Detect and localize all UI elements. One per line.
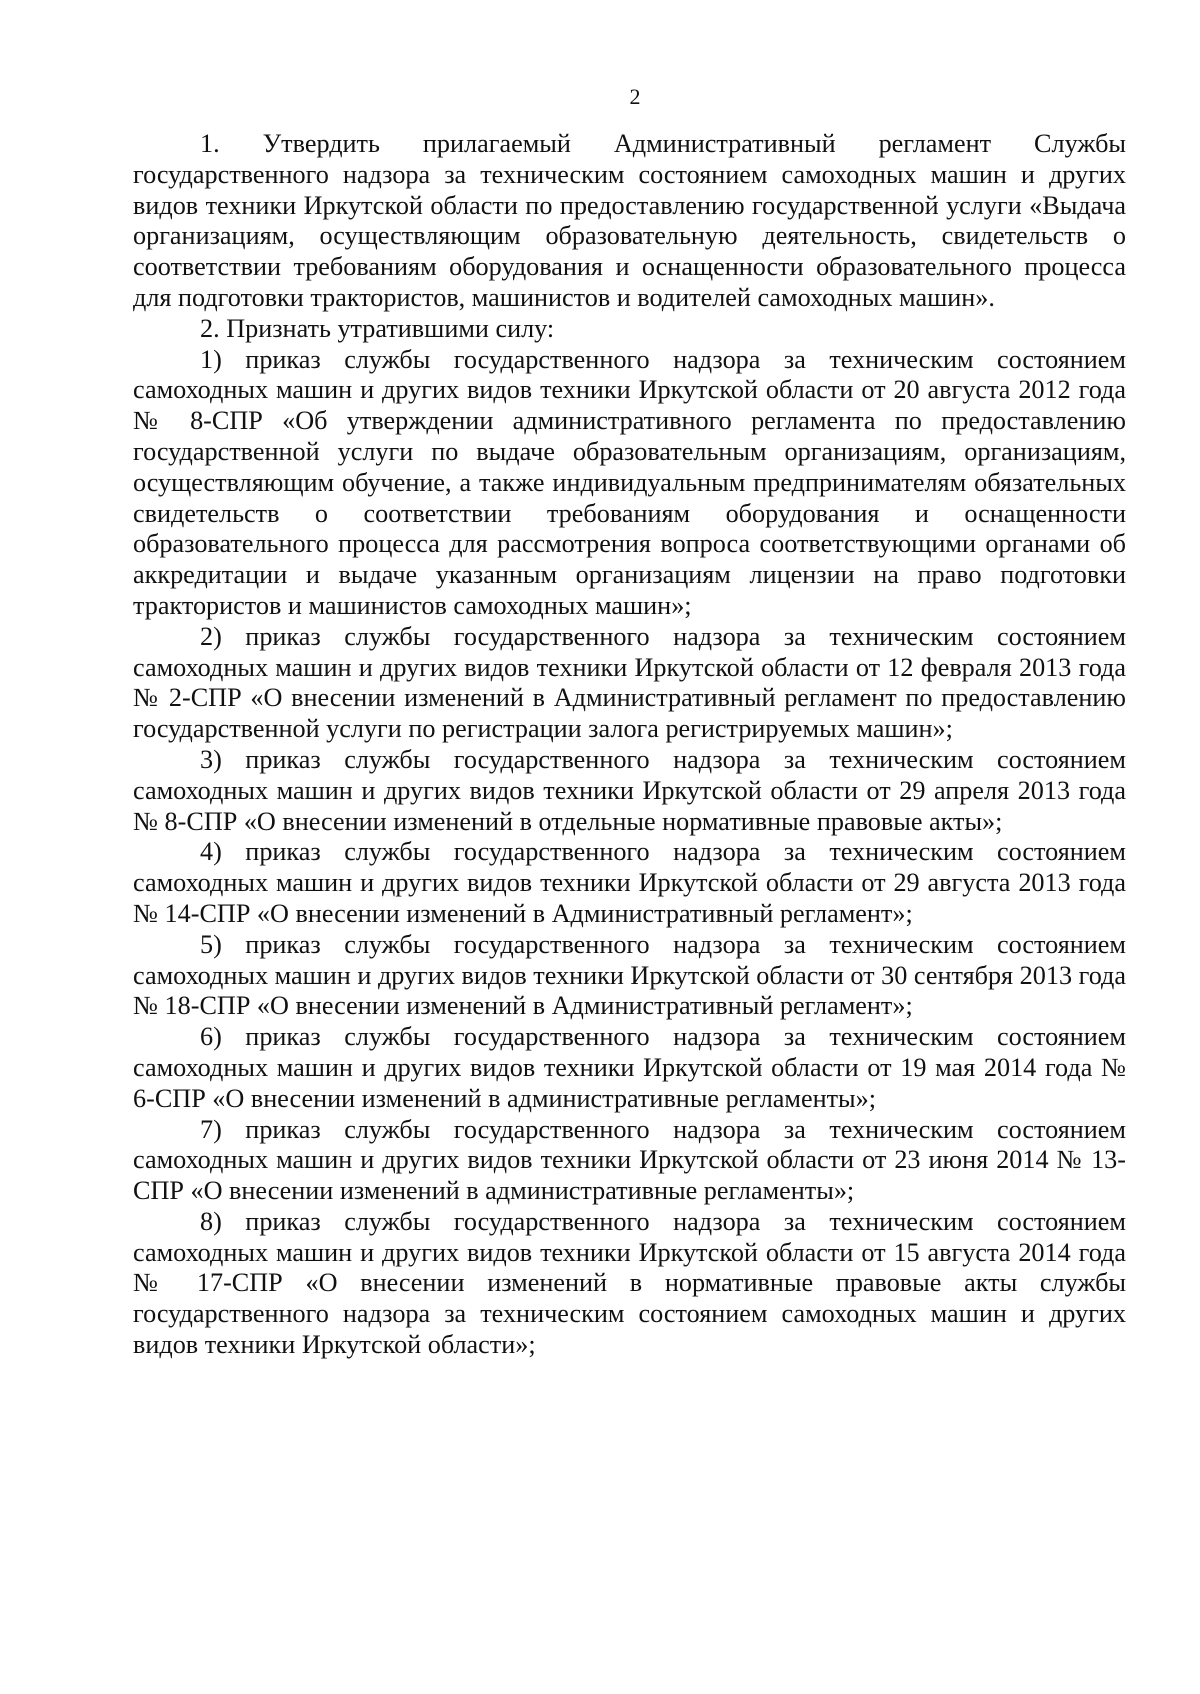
list-item-order-3: 3) приказ службы государственного надзора за техническим состоянием самоходных машин и других видов техники Иркутской области от 29 апреля 2013 года № 8-СПР «О внесении изменений в отдельные нормативные правовые акты»;: [133, 744, 1126, 836]
list-item-order-4: 4) приказ службы государственного надзора за техническим состоянием самоходных машин и других видов техники Иркутской области от 29 августа 2013 года № 14-СПР «О внесении изменений в Административный регламент»;: [133, 837, 1126, 928]
list-item-order-8: 8) приказ службы государственного надзора за техническим состоянием самоходных машин и других видов техники Иркутской области от 15 августа 2014 года № 17-СПР «О внесении изменений в нормативные правовые акты службы государственного надзора за техническим состоянием самоходных машин и других видов техники Иркутской области»;: [133, 1206, 1126, 1360]
list-item-order-6: 6) приказ службы государственного надзора за техническим состоянием самоходных машин и других видов техники Иркутской области от 19 мая 2014 года № 6-СПР «О внесении изменений в административные регламенты»;: [133, 1022, 1126, 1113]
paragraph-repeal-heading: 2. Признать утратившими силу:: [200, 313, 555, 343]
paragraph-approve-regulation: 1. Утвердить прилагаемый Административный регламент Службы государственного надзора за техническим состоянием самоходных машин и других видов техники Иркутской области по предоставлению государственной услуги «Выдача организациям, осуществляющим образовательную деятельность, свидетельств о соответствии требованиям оборудования и оснащенности образовательного процесса для подготовки трактористов, машинистов и водителей самоходных машин».: [133, 129, 1126, 312]
page-number: 2: [629, 84, 641, 109]
document-body: [133, 129, 1126, 1361]
list-item-order-1: 1) приказ службы государственного надзора за техническим состоянием самоходных машин и других видов техники Иркутской области от 20 августа 2012 года № 8-СПР «Об утверждении административного регламента по предоставлению государственной услуги по выдаче образовательным организациям, организациям, осуществляющим обучение, а также индивидуальным предпринимателям обязательных свидетельств о соответствии требованиям оборудования и оснащенности образовательного процесса для рассмотрения вопроса соответствующими органами об аккредитации и выдаче указанным организациям лицензии на право подготовки трактористов и машинистов самоходных машин»;: [133, 344, 1126, 620]
list-item-order-2: 2) приказ службы государственного надзора за техническим состоянием самоходных машин и других видов техники Иркутской области от 12 февраля 2013 года № 2-СПР «О внесении изменений в Административный регламент по предоставлению государственной услуги по регистрации залога регистрируемых машин»;: [133, 621, 1126, 744]
list-item-order-5: 5) приказ службы государственного надзора за техническим состоянием самоходных машин и других видов техники Иркутской области от 30 сентября 2013 года № 18-СПР «О внесении изменений в Административный регламент»;: [133, 929, 1126, 1021]
list-item-order-7: 7) приказ службы государственного надзора за техническим состоянием самоходных машин и других видов техники Иркутской области от 23 июня 2014 № 13-СПР «О внесении изменений в административные регламенты»;: [133, 1114, 1126, 1206]
